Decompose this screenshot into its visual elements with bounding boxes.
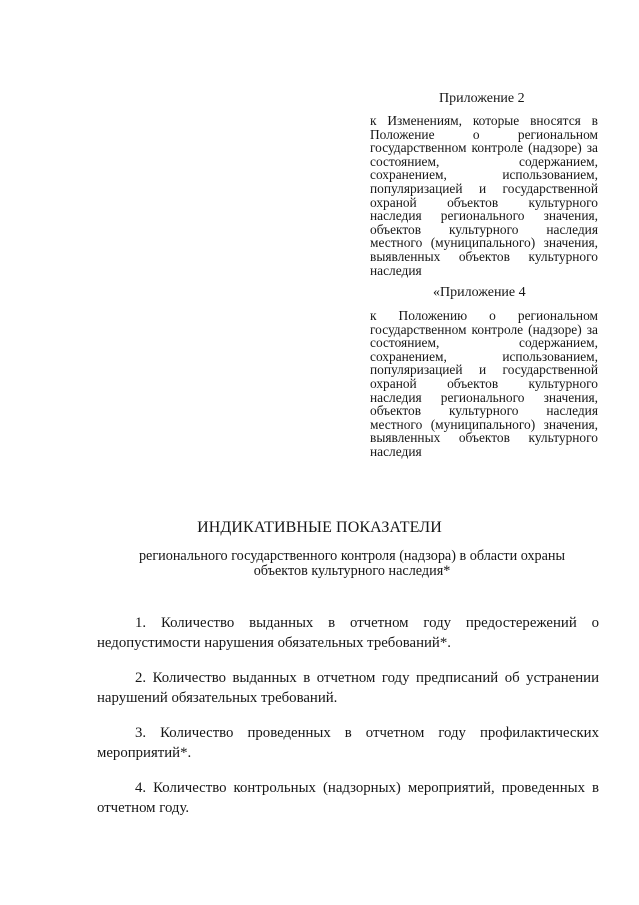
indicators-subtitle: регионального государственного контроля (надзора) в области охраны объектов культурного наследия* (138, 548, 566, 579)
indicator-item-4: 4. Количество контрольных (надзорных) мероприятий, проведенных в отчетном году. (97, 780, 599, 816)
appendix-2-title: Приложение 2 (439, 91, 525, 106)
appendix-2-text: к Изменениям, которые вносятся в Положение о региональном государственном контроле (надзоре) за состоянием, содержанием, сохранением, использованием, популяризацией и государственной охраной объектов культурного наследия регионального значения, объектов культурного наследия местного (муниципального) значения, выявленных объектов культурного наследия (370, 113, 598, 278)
indicator-item-1: 1. Количество выданных в отчетном году предостережений о недопустимости нарушения обязательных требований*. (97, 615, 599, 651)
indicator-item-2: 2. Количество выданных в отчетном году предписаний об устранении нарушений обязательных требований. (97, 670, 599, 706)
appendix-4-title: «Приложение 4 (433, 285, 526, 300)
indicators-title: ИНДИКАТИВНЫЕ ПОКАЗАТЕЛИ (197, 519, 442, 536)
indicator-item-3: 3. Количество проведенных в отчетном году профилактических мероприятий*. (97, 725, 599, 761)
appendix-4-text: к Положению о региональном государственном контроле (надзоре) за состоянием, содержанием, сохранением, использованием, популяризацией и государственной охраной объектов культурного наследия регионального значения, объектов культурного наследия местного (муниципального) значения, выявленных объектов культурного наследия (370, 308, 598, 459)
